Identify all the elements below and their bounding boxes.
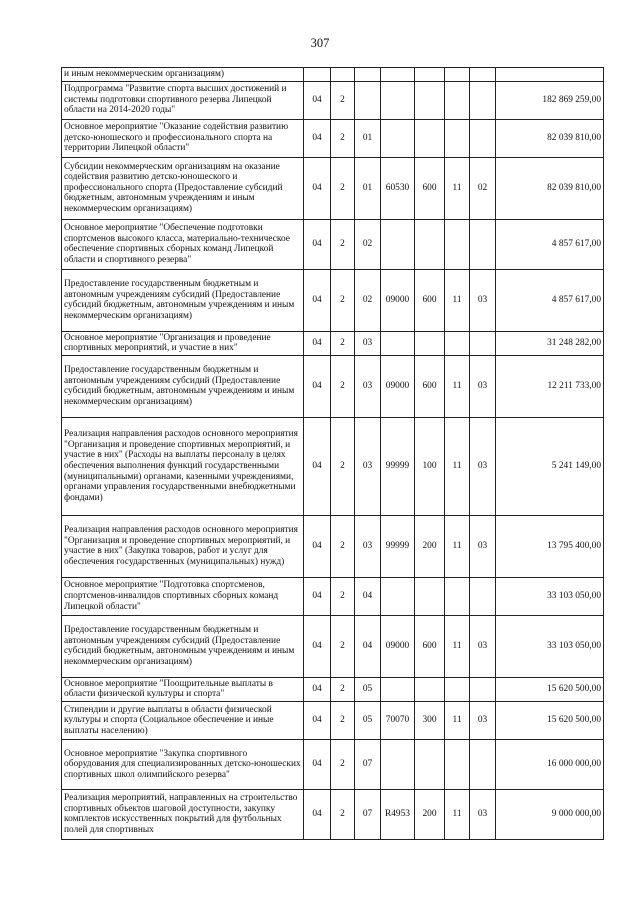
row-name-cell: Реализация направления расходов основного мероприятия "Организация и проведение спортивных мероприятий, и участие в них" (Закупка товаров, работ и услуг для обеспечения государственных (муниципальных) нужд) — [62, 515, 304, 577]
section-code-cell: 04 — [304, 577, 331, 615]
section-code-cell: 04 — [304, 789, 331, 839]
subsection-code-cell: 2 — [331, 615, 355, 677]
amount-cell: 33 103 050,00 — [496, 615, 604, 677]
event-code-cell — [355, 68, 381, 82]
direction-code-cell — [381, 219, 415, 269]
section-code-cell: 04 — [304, 515, 331, 577]
row-name-cell: Основное мероприятие "Подготовка спортсменов, спортсменов-инвалидов спортивных сборных команд Липецкой области" — [62, 577, 304, 615]
amount-cell: 4 857 617,00 — [496, 269, 604, 331]
subchapter-code-cell — [470, 219, 496, 269]
event-code-cell: 04 — [355, 577, 381, 615]
direction-code-cell: 09000 — [381, 355, 415, 417]
event-code-cell: 07 — [355, 789, 381, 839]
chapter-code-cell: 11 — [445, 615, 470, 677]
subsection-code-cell: 2 — [331, 219, 355, 269]
amount-cell: 31 248 282,00 — [496, 331, 604, 355]
expense-type-code-cell — [415, 68, 445, 82]
amount-cell: 12 211 733,00 — [496, 355, 604, 417]
table-row — [62, 417, 604, 515]
chapter-code-cell — [445, 68, 470, 82]
subchapter-code-cell: 03 — [470, 615, 496, 677]
expense-type-code-cell — [415, 577, 445, 615]
direction-code-cell: 09000 — [381, 615, 415, 677]
section-code-cell: 04 — [304, 119, 331, 157]
subchapter-code-cell — [470, 68, 496, 82]
subsection-code-cell: 2 — [331, 355, 355, 417]
table-row — [62, 515, 604, 577]
section-code-cell — [304, 68, 331, 82]
table-row — [62, 355, 604, 417]
direction-code-cell: 99999 — [381, 515, 415, 577]
direction-code-cell: 60530 — [381, 157, 415, 219]
subsection-code-cell: 2 — [331, 789, 355, 839]
direction-code-cell: 09000 — [381, 269, 415, 331]
subsection-code-cell: 2 — [331, 701, 355, 739]
table-body — [62, 68, 604, 840]
chapter-code-cell: 11 — [445, 417, 470, 515]
amount-cell: 182 869 259,00 — [496, 81, 604, 119]
table-row — [62, 577, 604, 615]
row-name-cell: Предоставление государственным бюджетным и автономным учреждениям субсидий (Предоставление субсидий бюджетным, автономным учреждениям и иным некоммерческим организациям) — [62, 615, 304, 677]
amount-cell: 82 039 810,00 — [496, 157, 604, 219]
row-name-cell: Основное мероприятие "Обеспечение подготовки спортсменов высокого класса, материально-техническое обеспечение спортивных сборных команд Липецкой области и спортивного резерва" — [62, 219, 304, 269]
amount-cell: 5 241 149,00 — [496, 417, 604, 515]
table-row — [62, 157, 604, 219]
chapter-code-cell: 11 — [445, 789, 470, 839]
chapter-code-cell — [445, 677, 470, 701]
subchapter-code-cell: 03 — [470, 789, 496, 839]
amount-cell: 16 000 000,00 — [496, 739, 604, 789]
direction-code-cell — [381, 119, 415, 157]
section-code-cell: 04 — [304, 269, 331, 331]
table-row — [62, 81, 604, 119]
amount-cell: 15 620 500,00 — [496, 677, 604, 701]
chapter-code-cell — [445, 219, 470, 269]
expense-type-code-cell: 100 — [415, 417, 445, 515]
subsection-code-cell: 2 — [331, 81, 355, 119]
chapter-code-cell: 11 — [445, 515, 470, 577]
subchapter-code-cell — [470, 331, 496, 355]
subchapter-code-cell: 03 — [470, 701, 496, 739]
amount-cell: 33 103 050,00 — [496, 577, 604, 615]
event-code-cell — [355, 81, 381, 119]
chapter-code-cell: 11 — [445, 701, 470, 739]
chapter-code-cell — [445, 81, 470, 119]
expense-type-code-cell: 200 — [415, 789, 445, 839]
amount-cell: 82 039 810,00 — [496, 119, 604, 157]
expense-type-code-cell — [415, 81, 445, 119]
row-name-cell: Основное мероприятие "Поощрительные выплаты в области физической культуры и спорта" — [62, 677, 304, 701]
section-code-cell: 04 — [304, 615, 331, 677]
section-code-cell: 04 — [304, 219, 331, 269]
direction-code-cell — [381, 331, 415, 355]
row-name-cell: Предоставление государственным бюджетным и автономным учреждениям субсидий (Предоставление субсидий бюджетным, автономным учреждениям и иным некоммерческим организациям) — [62, 269, 304, 331]
subchapter-code-cell: 03 — [470, 515, 496, 577]
expense-type-code-cell: 600 — [415, 157, 445, 219]
expense-type-code-cell: 600 — [415, 615, 445, 677]
row-name-cell: Основное мероприятие "Закупка спортивного оборудования для специализированных детско-юношеских спортивных школ олимпийского резерва" — [62, 739, 304, 789]
event-code-cell: 01 — [355, 157, 381, 219]
section-code-cell: 04 — [304, 701, 331, 739]
event-code-cell: 02 — [355, 219, 381, 269]
table-row — [62, 219, 604, 269]
table-row — [62, 701, 604, 739]
section-code-cell: 04 — [304, 677, 331, 701]
row-name-cell: Стипендии и другие выплаты в области физической культуры и спорта (Социальное обеспечение и иные выплаты населению) — [62, 701, 304, 739]
amount-cell: 13 795 400,00 — [496, 515, 604, 577]
chapter-code-cell — [445, 119, 470, 157]
event-code-cell: 03 — [355, 331, 381, 355]
subsection-code-cell: 2 — [331, 677, 355, 701]
expense-type-code-cell — [415, 219, 445, 269]
chapter-code-cell — [445, 577, 470, 615]
direction-code-cell: 99999 — [381, 417, 415, 515]
direction-code-cell — [381, 81, 415, 119]
row-name-cell: Подпрограмма "Развитие спорта высших достижений и системы подготовки спортивного резерва Липецкой области на 2014-2020 годы" — [62, 81, 304, 119]
subchapter-code-cell: 03 — [470, 355, 496, 417]
subsection-code-cell: 2 — [331, 157, 355, 219]
section-code-cell: 04 — [304, 157, 331, 219]
direction-code-cell — [381, 68, 415, 82]
chapter-code-cell — [445, 739, 470, 789]
table-row — [62, 789, 604, 839]
event-code-cell: 03 — [355, 355, 381, 417]
subsection-code-cell: 2 — [331, 331, 355, 355]
event-code-cell: 05 — [355, 677, 381, 701]
row-name-cell: и иным некоммерческим организациям) — [62, 68, 304, 82]
subsection-code-cell: 2 — [331, 577, 355, 615]
expense-type-code-cell — [415, 739, 445, 789]
row-name-cell: Основное мероприятие "Оказание содействия развитию детско-юношеского и профессионального спорта на территории Липецкой области" — [62, 119, 304, 157]
row-name-cell: Реализация мероприятий, направленных на строительство спортивных объектов шаговой доступности, закупку комплектов искусственных покрытий для футбольных полей для спортивных — [62, 789, 304, 839]
amount-cell — [496, 68, 604, 82]
subchapter-code-cell: 02 — [470, 157, 496, 219]
event-code-cell: 05 — [355, 701, 381, 739]
expense-type-code-cell — [415, 331, 445, 355]
subchapter-code-cell: 03 — [470, 417, 496, 515]
table-row — [62, 739, 604, 789]
table-row — [62, 677, 604, 701]
expense-type-code-cell: 600 — [415, 355, 445, 417]
section-code-cell: 04 — [304, 739, 331, 789]
row-name-cell: Предоставление государственным бюджетным и автономным учреждениям субсидий (Предоставление субсидий бюджетным, автономным учреждениям и иным некоммерческим организациям) — [62, 355, 304, 417]
section-code-cell: 04 — [304, 355, 331, 417]
expense-type-code-cell — [415, 119, 445, 157]
chapter-code-cell: 11 — [445, 157, 470, 219]
row-name-cell: Реализация направления расходов основного мероприятия "Организация и проведение спортивных мероприятий, и участие в них" (Расходы на выплаты персоналу в целях обеспечения выполнения функций государственными (муниципальными) органами, казенными учреждениями, органами управления государственными внебюджетными фондами) — [62, 417, 304, 515]
event-code-cell: 04 — [355, 615, 381, 677]
subsection-code-cell: 2 — [331, 269, 355, 331]
budget-table — [61, 67, 604, 840]
direction-code-cell — [381, 739, 415, 789]
subchapter-code-cell: 03 — [470, 269, 496, 331]
event-code-cell: 01 — [355, 119, 381, 157]
amount-cell: 15 620 500,00 — [496, 701, 604, 739]
direction-code-cell: R4953 — [381, 789, 415, 839]
table-row — [62, 615, 604, 677]
row-name-cell: Основное мероприятие "Организация и проведение спортивных мероприятий, и участие в них" — [62, 331, 304, 355]
event-code-cell: 07 — [355, 739, 381, 789]
table-row — [62, 68, 604, 82]
subchapter-code-cell — [470, 739, 496, 789]
chapter-code-cell — [445, 331, 470, 355]
expense-type-code-cell: 200 — [415, 515, 445, 577]
chapter-code-cell: 11 — [445, 355, 470, 417]
expense-type-code-cell — [415, 677, 445, 701]
section-code-cell: 04 — [304, 81, 331, 119]
table-row — [62, 269, 604, 331]
amount-cell: 9 000 000,00 — [496, 789, 604, 839]
subsection-code-cell: 2 — [331, 515, 355, 577]
subsection-code-cell — [331, 68, 355, 82]
row-name-cell: Субсидии некоммерческим организациям на оказание содействия развитию детско-юношеского и профессионального спорта (Предоставление субсидий бюджетным, автономным учреждениям и иным некоммерческим организациям) — [62, 157, 304, 219]
subchapter-code-cell — [470, 677, 496, 701]
event-code-cell: 03 — [355, 515, 381, 577]
subchapter-code-cell — [470, 81, 496, 119]
subsection-code-cell: 2 — [331, 417, 355, 515]
section-code-cell: 04 — [304, 417, 331, 515]
table-row — [62, 119, 604, 157]
amount-cell: 4 857 617,00 — [496, 219, 604, 269]
subsection-code-cell: 2 — [331, 739, 355, 789]
subchapter-code-cell — [470, 119, 496, 157]
page-number: 307 — [310, 36, 330, 50]
event-code-cell: 03 — [355, 417, 381, 515]
subchapter-code-cell — [470, 577, 496, 615]
event-code-cell: 02 — [355, 269, 381, 331]
table-row — [62, 331, 604, 355]
direction-code-cell — [381, 577, 415, 615]
direction-code-cell — [381, 677, 415, 701]
direction-code-cell: 70070 — [381, 701, 415, 739]
expense-type-code-cell: 600 — [415, 269, 445, 331]
expense-type-code-cell: 300 — [415, 701, 445, 739]
subsection-code-cell: 2 — [331, 119, 355, 157]
chapter-code-cell: 11 — [445, 269, 470, 331]
section-code-cell: 04 — [304, 331, 331, 355]
